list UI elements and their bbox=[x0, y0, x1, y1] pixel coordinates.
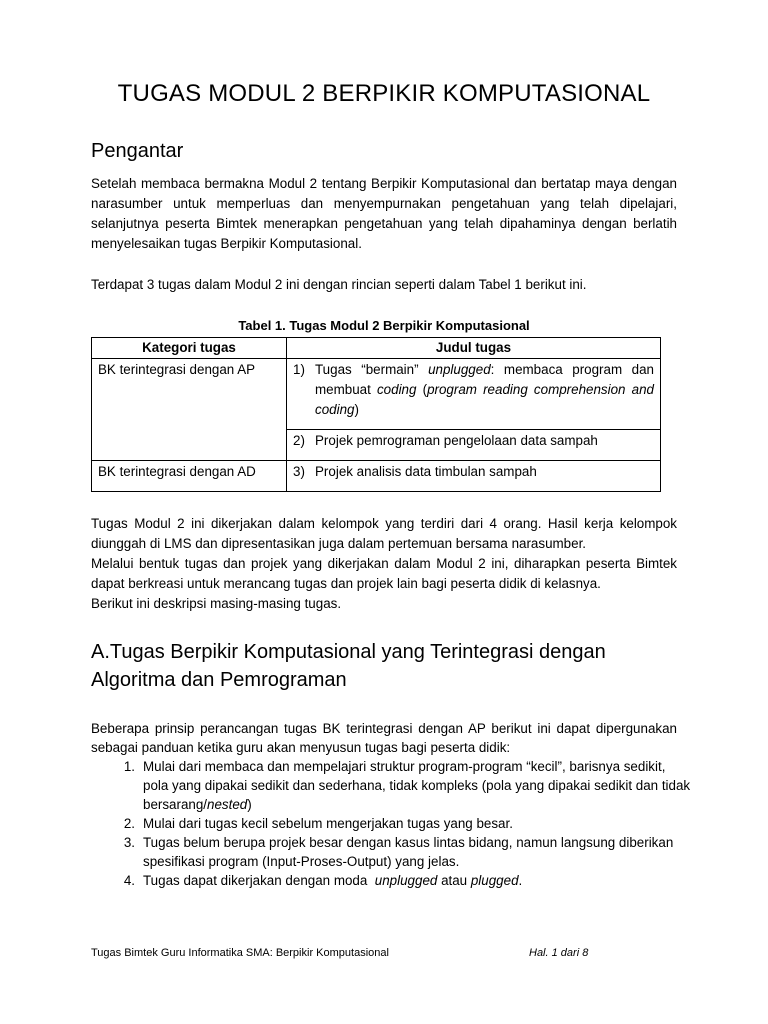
list-text: Tugas dapat dikerjakan dengan moda unplugged atau plugged. bbox=[143, 873, 523, 888]
task-text: Projek pemrograman pengelolaan data sampah bbox=[315, 433, 598, 448]
task-text: Tugas “bermain” unplugged: membaca program dan membuat coding (program reading comprehension and coding) bbox=[315, 362, 654, 417]
table-header: Judul tugas bbox=[287, 338, 661, 359]
table-cell-category: BK terintegrasi dengan AP bbox=[92, 359, 287, 461]
section-a-heading-line: A.Tugas Berpikir Komputasional yang Terintegrasi dengan bbox=[91, 641, 606, 663]
list-text: Mulai dari tugas kecil sebelum mengerjakan tugas yang besar. bbox=[143, 816, 513, 831]
task-number: 2) bbox=[293, 433, 305, 448]
intro-heading: Pengantar bbox=[91, 140, 184, 162]
list-item bbox=[91, 814, 691, 833]
paragraph: Berikut ini deskripsi masing-masing tugas. bbox=[91, 596, 342, 611]
list-item bbox=[91, 833, 691, 871]
table-cell-task bbox=[287, 461, 661, 492]
list-item bbox=[91, 757, 691, 814]
page-title: TUGAS MODUL 2 BERPIKIR KOMPUTASIONAL bbox=[117, 80, 651, 107]
table-reference-text: Terdapat 3 tugas dalam Modul 2 ini dengan rincian seperti dalam Tabel 1 berikut ini. bbox=[91, 277, 587, 292]
table-row bbox=[92, 461, 661, 492]
paragraph: Melalui bentuk tugas dan projek yang dikerjakan dalam Modul 2 ini, diharapkan peserta Bimtek dapat berkreasi untuk merancang tugas dan projek lain bagi peserta didik di kelasnya. bbox=[91, 556, 677, 591]
section-a-intro bbox=[91, 719, 677, 757]
table-row bbox=[92, 359, 661, 430]
task-text: Projek analisis data timbulan sampah bbox=[315, 464, 537, 479]
section-a-heading-line: Algoritma dan Pemrograman bbox=[91, 669, 347, 691]
section-a-heading bbox=[91, 638, 691, 694]
list-number: 3. bbox=[123, 835, 135, 850]
list-text: Mulai dari membaca dan mempelajari struktur program-program “kecil”, barisnya sedikit, pola yang dipakai sedikit dan sederhana, tidak kompleks (pola yang dipakai sedikit dan tidak bersarang/nested) bbox=[143, 759, 691, 812]
task-number: 3) bbox=[293, 464, 305, 479]
task-table bbox=[91, 337, 661, 492]
table-cell-category: BK terintegrasi dengan AD bbox=[92, 461, 287, 492]
table-caption: Tabel 1. Tugas Modul 2 Berpikir Komputasional bbox=[238, 318, 530, 333]
table-header: Kategori tugas bbox=[92, 338, 287, 359]
description-paragraphs bbox=[91, 514, 677, 614]
principles-list bbox=[91, 757, 691, 890]
list-item bbox=[91, 871, 691, 890]
intro-paragraph bbox=[91, 174, 677, 254]
list-number: 1. bbox=[123, 759, 135, 774]
footer-left: Tugas Bimtek Guru Informatika SMA: Berpikir Komputasional bbox=[91, 947, 389, 959]
list-number: 4. bbox=[123, 873, 135, 888]
list-number: 2. bbox=[123, 816, 135, 831]
intro-paragraph-text: Setelah membaca bermakna Modul 2 tentang Berpikir Komputasional dan bertatap maya dengan narasumber untuk memperluas dan menyempurnakan pengetahuan yang telah dipelajari, selanjutnya peserta Bimtek menerapkan pengetahuan yang telah dipahaminya dengan berlatih menyelesaikan tugas Berpikir Komputasional. bbox=[91, 176, 677, 251]
paragraph: Tugas Modul 2 ini dikerjakan dalam kelompok yang terdiri dari 4 orang. Hasil kerja kelompok diunggah di LMS dan dipresentasikan juga dalam pertemuan bersama narasumber. bbox=[91, 516, 677, 551]
table-cell-task bbox=[287, 430, 661, 461]
task-number: 1) bbox=[293, 362, 305, 377]
section-a-intro-text: Beberapa prinsip perancangan tugas BK terintegrasi dengan AP berikut ini dapat dipergunakan sebagai panduan ketika guru akan menyusun tugas bagi peserta didik: bbox=[91, 721, 677, 755]
table-cell-task bbox=[287, 359, 661, 430]
table-header-row bbox=[92, 338, 661, 359]
list-text: Tugas belum berupa projek besar dengan kasus lintas bidang, namun langsung diberikan spesifikasi program (Input-Proses-Output) yang jelas. bbox=[143, 835, 674, 869]
footer-page-number: Hal. 1 dari 8 bbox=[529, 947, 589, 959]
table-reference bbox=[91, 275, 677, 295]
